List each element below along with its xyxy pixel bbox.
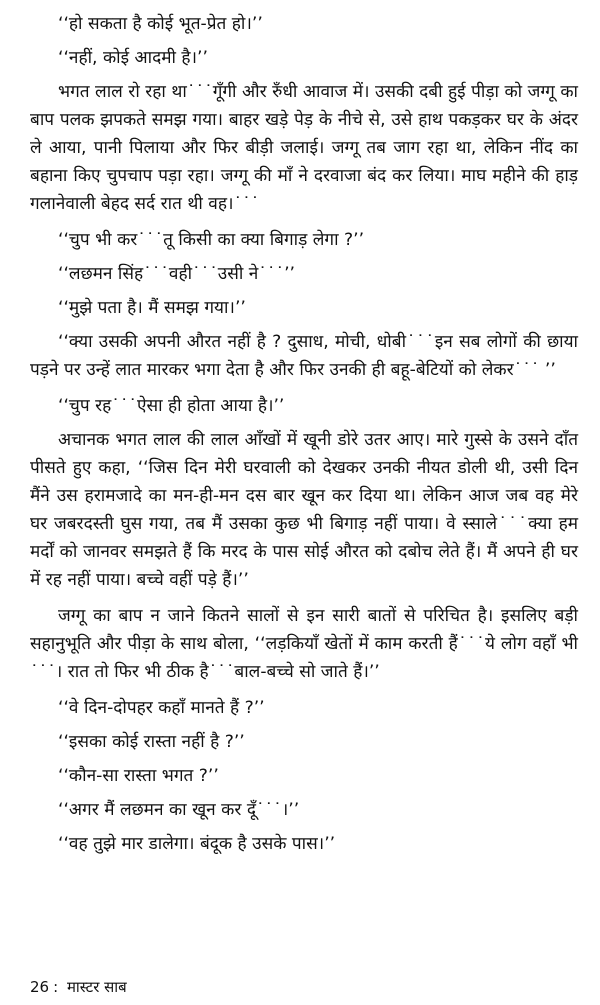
paragraph: ‘‘क्या उसकी अपनी औरत नहीं है ? दुसाध, मोची, धोबी˙˙˙इन सब लोगों की छाया पड़ने पर उन्हें लात मारकर भगा देता है और फिर उनकी ही बहू-बेटियों को लेकर˙˙˙ ’’	[30, 332, 578, 380]
paragraph: ‘‘कौन-सा रास्ता भगत ?’’	[58, 766, 219, 786]
paragraph: ‘‘वह तुझे मार डालेगा। बंदूक है उसके पास।’’	[58, 834, 336, 854]
paragraph: ‘‘अगर मैं लछमन का खून कर दूँ˙˙˙।’’	[58, 800, 300, 820]
paragraph: ‘‘चुप भी कर˙˙˙तू किसी का क्या बिगाड़ लेगा ?’’	[58, 230, 365, 250]
paragraph: ‘‘हो सकता है कोई भूत-प्रेत हो।’’	[58, 14, 263, 34]
paragraph: ‘‘नहीं, कोई आदमी है।’’	[58, 48, 208, 68]
footer-separator: :	[53, 978, 59, 996]
paragraph: जग्गू का बाप न जाने कितने सालों से इन सारी बातों से परिचित है। इसलिए बड़ी सहानुभूति और पीड़ा के साथ बोला, ‘‘लड़कियाँ खेतों में काम करती हैं˙˙˙ये लोग वहाँ भी ˙˙˙। रात तो फिर भी ठीक है˙˙˙बाल-बच्चे सो जाते हैं।’’	[30, 606, 578, 682]
paragraph: ‘‘मुझे पता है। मैं समझ गया।’’	[58, 298, 246, 318]
page-number: 26	[30, 978, 50, 996]
book-title: मास्टर साब	[66, 978, 127, 996]
paragraph: ‘‘चुप रह˙˙˙ऐसा ही होता आया है।’’	[58, 396, 285, 416]
paragraph: ‘‘वे दिन-दोपहर कहाँ मानते हैं ?’’	[58, 698, 265, 718]
paragraph: ‘‘इसका कोई रास्ता नहीं है ?’’	[58, 732, 245, 752]
paragraph: अचानक भगत लाल की लाल आँखों में खूनी डोरे उतर आए। मारे गुस्से के उसने दाँत पीसते हुए कहा, ‘‘जिस दिन मेरी घरवाली को देखकर उनकी नीयत डोली थी, उसी दिन मैंने उस हरामजादे का मन-ही-मन दस बार खून कर दिया था। लेकिन आज जब वह मेरे घर जबरदस्ती घुस गया, तब मैं उसका कुछ भी बिगाड़ नहीं पाया। वे स्साले˙˙˙क्या हम मर्दों को जानवर समझते हैं कि मरद के पास सोई औरत को दबोच लेते हैं। मैं अपने ही घर में रह नहीं पाया। बच्चे वहीं पड़े हैं।’’	[30, 430, 578, 590]
paragraph: ‘‘लछमन सिंह˙˙˙वही˙˙˙उसी ने˙˙˙’’	[58, 264, 296, 284]
paragraph: भगत लाल रो रहा था˙˙˙गूँगी और रुँधी आवाज में। उसकी दबी हुई पीड़ा को जग्गू का बाप पलक झपकते समझ गया। बाहर खड़े पेड़ के नीचे से, उसे हाथ पकड़कर घर के अंदर ले आया, पानी पिलाया और फिर बीड़ी जलाई। जग्गू तब जाग रहा था, लेकिन नींद का बहाना किए चुपचाप पड़ा रहा। जग्गू की माँ ने दरवाजा बंद कर लिया। माघ महीने की हाड़ गलानेवाली बेहद सर्द रात थी वह।˙˙˙	[30, 82, 578, 214]
page-footer	[30, 977, 131, 997]
